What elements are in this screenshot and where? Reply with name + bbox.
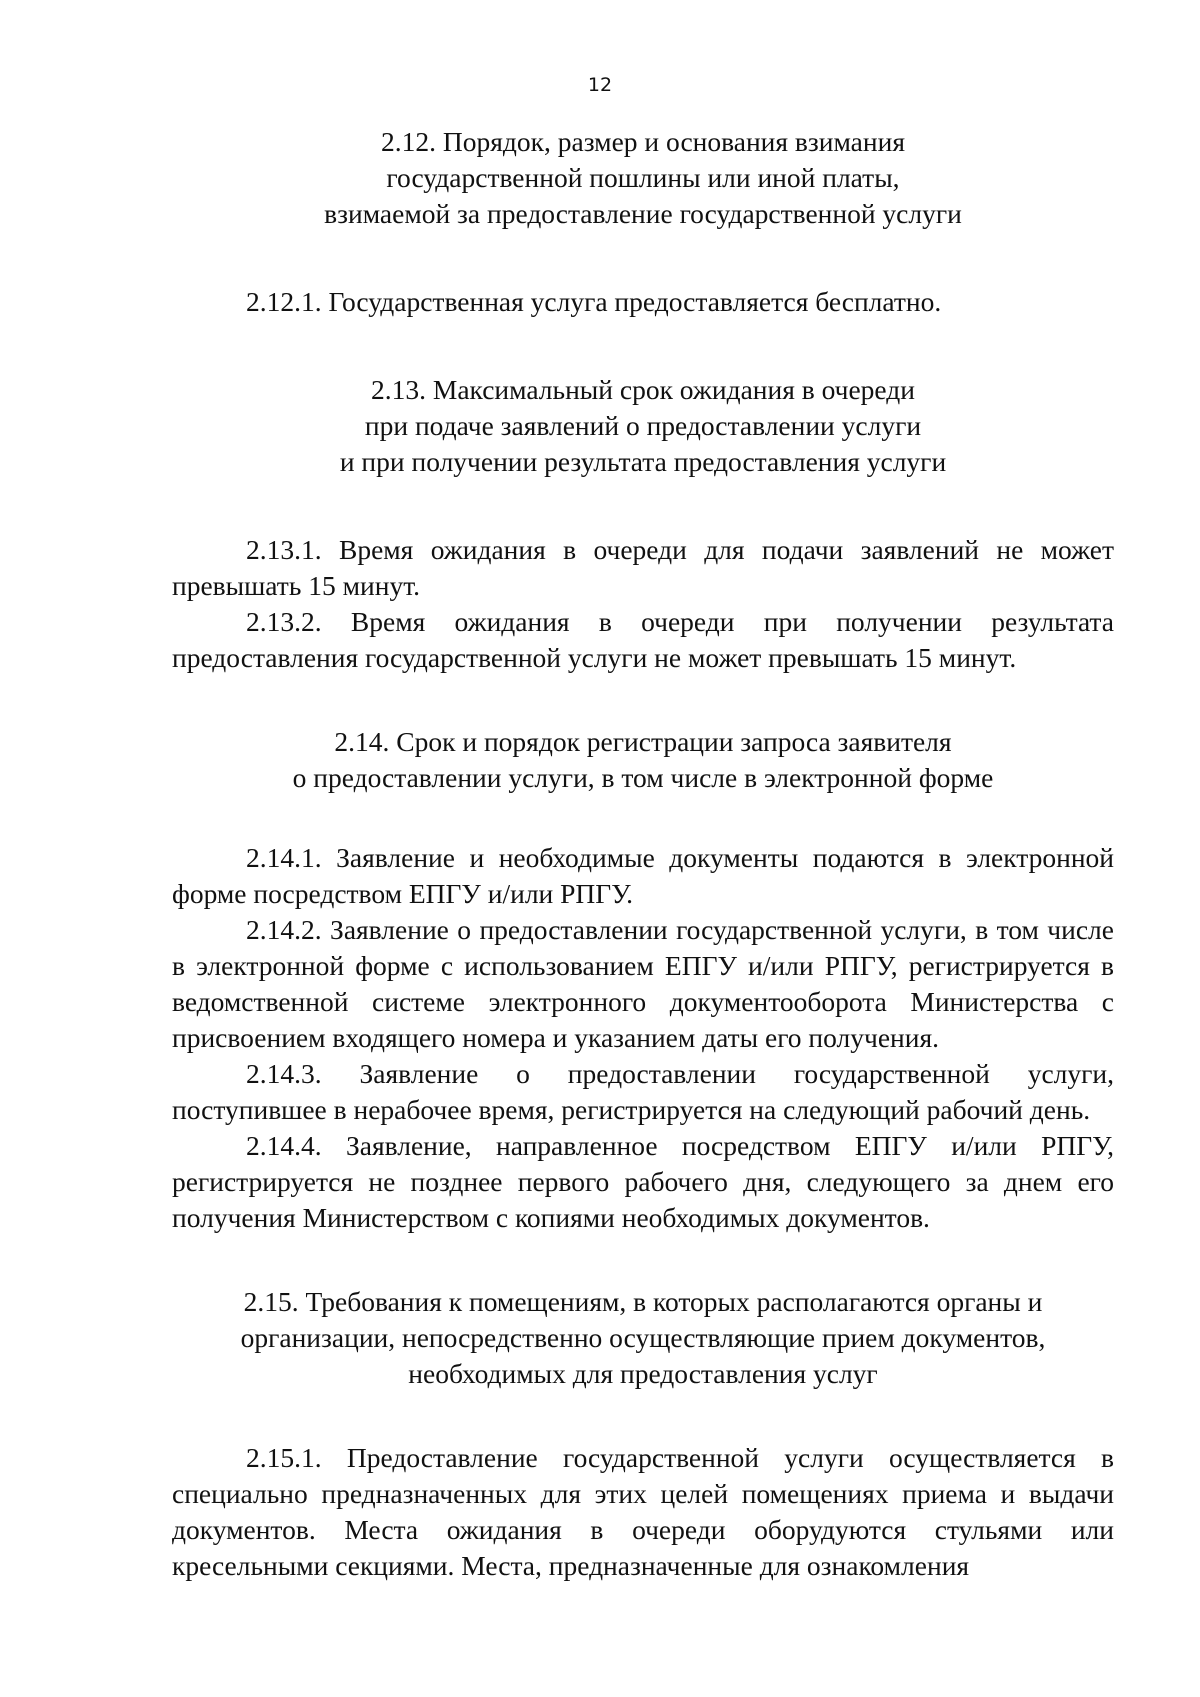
paragraph-2-14-3: 2.14.3. Заявление о предоставлении государственной услуги, поступившее в нерабочее время, регистрируется на следующий рабочий день.: [172, 1058, 1114, 1125]
heading-line: государственной пошлины или иной платы,: [386, 162, 900, 193]
paragraph-2-12-1: 2.12.1. Государственная услуга предоставляется бесплатно.: [246, 286, 942, 317]
heading-line: о предоставлении услуги, в том числе в электронной форме: [292, 762, 994, 793]
paragraph-2-14-2: 2.14.2. Заявление о предоставлении государственной услуги, в том числе в электронной форме с использованием ЕПГУ и/или РПГУ, регистрируется в ведомственной системе электронного документооборота Министерства с присвоением входящего номера и указанием даты его получения.: [172, 914, 1114, 1053]
heading-line: необходимых для предоставления услуг: [408, 1358, 878, 1389]
paragraph-2-13-1: 2.13.1. Время ожидания в очереди для подачи заявлений не может превышать 15 минут.: [172, 534, 1114, 601]
heading-line: 2.12. Порядок, размер и основания взимания: [381, 126, 905, 157]
heading-line: при подаче заявлений о предоставлении услуги: [364, 410, 922, 441]
heading-line: 2.15. Требования к помещениям, в которых располагаются органы и: [243, 1286, 1043, 1317]
section-heading-2-13: [172, 372, 1114, 480]
paragraph-2-13-2: 2.13.2. Время ожидания в очереди при получении результата предоставления государственной услуги не может превышать 15 минут.: [172, 606, 1114, 673]
heading-line: и при получении результата предоставления услуги: [339, 446, 947, 477]
heading-line: взимаемой за предоставление государственной услуги: [324, 198, 962, 229]
heading-line: организации, непосредственно осуществляющие прием документов,: [240, 1322, 1046, 1353]
page-number: 12: [587, 74, 613, 96]
paragraph-2-15-1: 2.15.1. Предоставление государственной услуги осуществляется в специально предназначенных для этих целей помещениях приема и выдачи документов. Места ожидания в очереди оборудуются стульями или кресельными секциями. Места, предназначенные для ознакомления: [172, 1442, 1114, 1581]
section-heading-2-12: [172, 124, 1114, 232]
heading-line: 2.13. Максимальный срок ожидания в очереди: [371, 374, 915, 405]
section-heading-2-15: [172, 1284, 1114, 1392]
document-body: [172, 124, 1114, 1584]
paragraph-2-14-1: 2.14.1. Заявление и необходимые документы подаются в электронной форме посредством ЕПГУ и/или РПГУ.: [172, 842, 1114, 909]
section-heading-2-14: [172, 724, 1114, 796]
paragraph-2-14-4: 2.14.4. Заявление, направленное посредством ЕПГУ и/или РПГУ, регистрируется не позднее первого рабочего дня, следующего за днем его получения Министерством с копиями необходимых документов.: [172, 1130, 1114, 1233]
heading-line: 2.14. Срок и порядок регистрации запроса заявителя: [334, 726, 952, 757]
